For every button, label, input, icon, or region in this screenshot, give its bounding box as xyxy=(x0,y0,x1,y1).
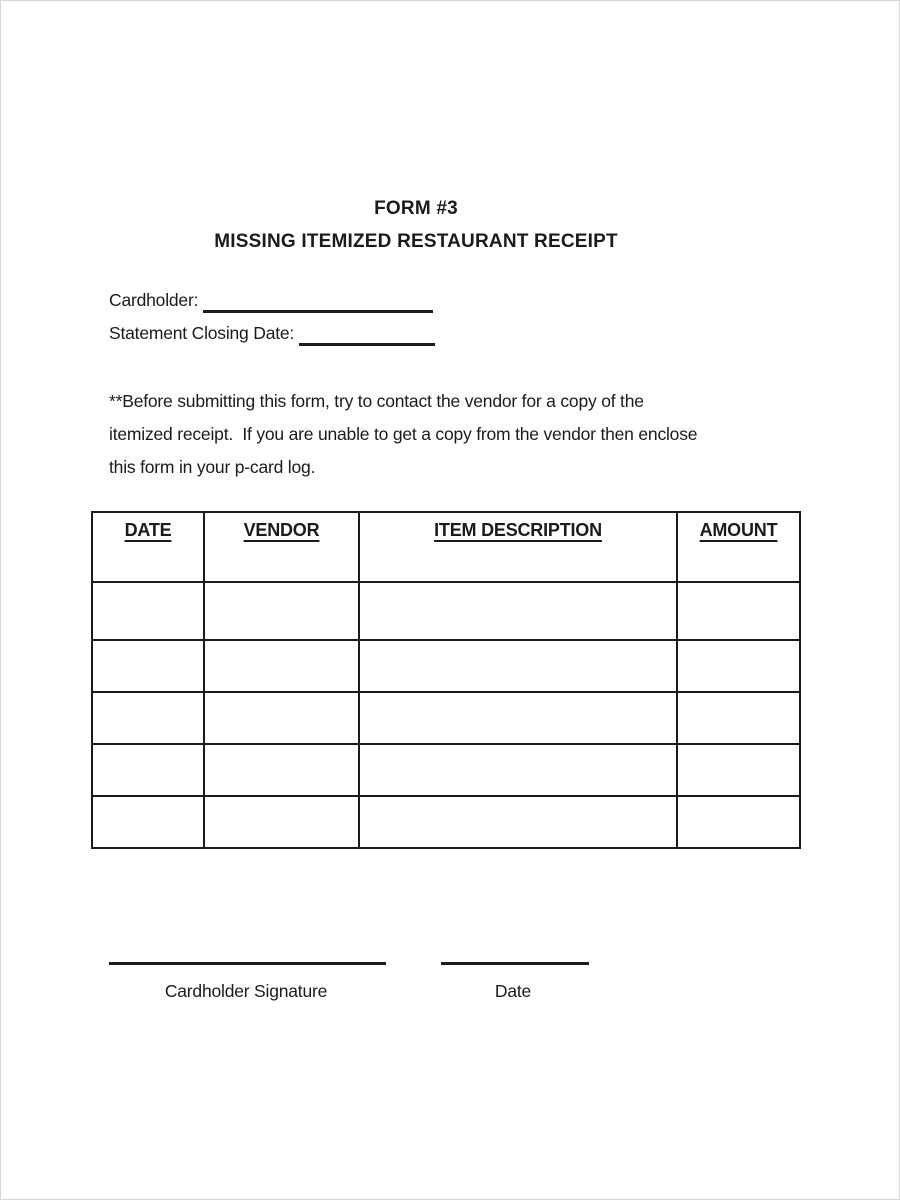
table-cell-item-description xyxy=(359,744,677,796)
table-cell-date xyxy=(92,796,204,848)
column-header-amount: AMOUNT xyxy=(677,512,800,582)
instructions-line-1: **Before submitting this form, try to contact the vendor for a copy of the xyxy=(109,391,644,411)
table-cell-item-description xyxy=(359,692,677,744)
column-header-item-description: ITEM DESCRIPTION xyxy=(359,512,677,582)
table-row xyxy=(92,744,800,796)
table-row xyxy=(92,692,800,744)
form-title: MISSING ITEMIZED RESTAURANT RECEIPT xyxy=(214,231,618,252)
statement-closing-date-blank-line xyxy=(299,343,435,346)
table-cell-vendor xyxy=(204,796,359,848)
form-number: FORM #3 xyxy=(374,198,458,219)
table-header-row xyxy=(92,512,800,582)
table-cell-item-description xyxy=(359,640,677,692)
instructions-line-2: itemized receipt. If you are unable to get a copy from the vendor then enclose xyxy=(109,424,698,444)
date-line xyxy=(441,962,589,965)
table-cell-vendor xyxy=(204,744,359,796)
date-label: Date xyxy=(494,981,532,1001)
statement-closing-date-field xyxy=(109,323,435,346)
instructions-line-3: this form in your p-card log. xyxy=(109,457,316,477)
table-cell-vendor xyxy=(204,640,359,692)
form-title-block xyxy=(1,192,831,258)
statement-closing-date-label: Statement Closing Date: xyxy=(109,323,295,343)
table-cell-date xyxy=(92,692,204,744)
column-header-date: DATE xyxy=(92,512,204,582)
cardholder-signature-line xyxy=(109,962,386,965)
table-cell-amount xyxy=(677,692,800,744)
receipt-items-table xyxy=(91,511,801,849)
column-header-vendor: VENDOR xyxy=(204,512,359,582)
table-cell-date xyxy=(92,582,204,640)
cardholder-label: Cardholder: xyxy=(109,290,199,310)
cardholder-blank-line xyxy=(203,310,433,313)
cardholder-field xyxy=(109,290,433,313)
table-cell-item-description xyxy=(359,796,677,848)
table-cell-date xyxy=(92,640,204,692)
table-cell-amount xyxy=(677,796,800,848)
table-row xyxy=(92,582,800,640)
table-cell-amount xyxy=(677,744,800,796)
table-cell-amount xyxy=(677,640,800,692)
table-cell-item-description xyxy=(359,582,677,640)
table-cell-vendor xyxy=(204,582,359,640)
instructions-paragraph xyxy=(109,385,697,484)
table-cell-date xyxy=(92,744,204,796)
table-row xyxy=(92,796,800,848)
table-row xyxy=(92,640,800,692)
table-cell-vendor xyxy=(204,692,359,744)
table-cell-amount xyxy=(677,582,800,640)
cardholder-signature-label: Cardholder Signature xyxy=(164,981,328,1001)
